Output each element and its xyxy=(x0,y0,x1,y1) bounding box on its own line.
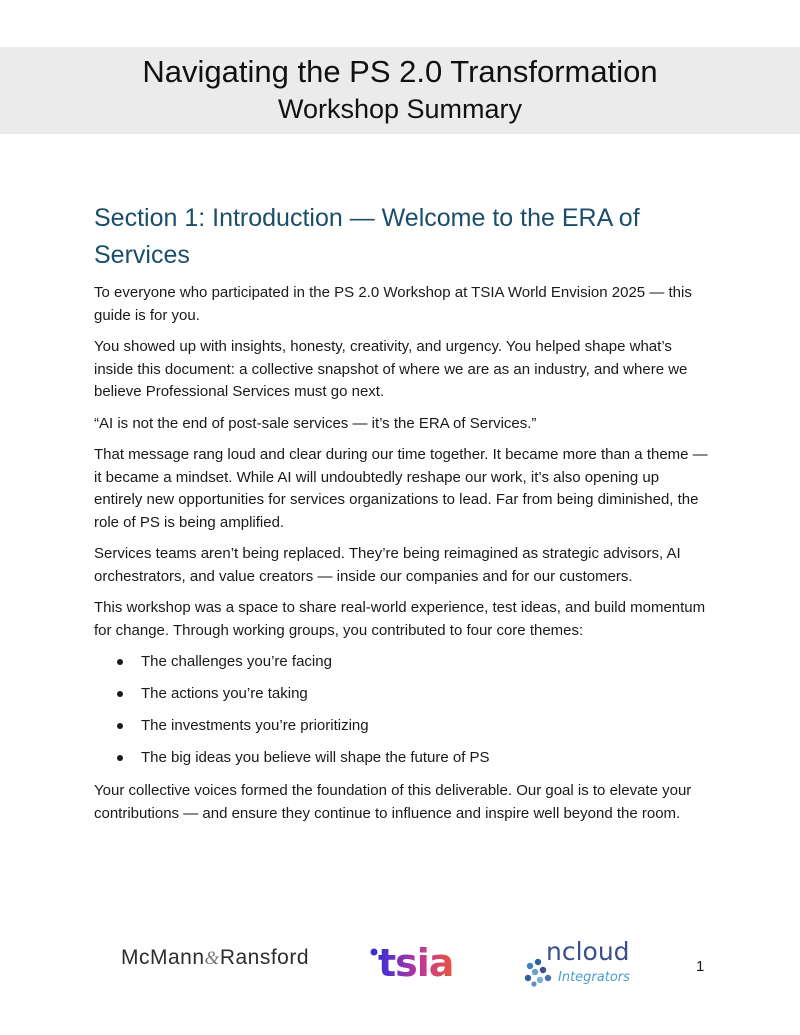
section-content xyxy=(94,200,709,834)
paragraph: That message rang loud and clear during our time together. It became more than a theme — it became a mindset. While AI will undoubtedly reshape our work, it’s also opening up entirely new opportunities for services organizations to lead. Far from being diminished, the role of PS is being amplified. xyxy=(94,446,708,531)
paragraph: Services teams aren’t being replaced. They’re being reimagined as strategic advisors, AI orchestrators, and value creators — inside our companies and for our customers. xyxy=(94,545,681,585)
list-item-text: The big ideas you believe will shape the future of PS xyxy=(141,749,490,766)
ransford-logo-text: Ransford xyxy=(219,946,310,969)
paragraph: To everyone who participated in the PS 2.0 Workshop at TSIA World Envision 2025 — this guide is for you. xyxy=(94,284,692,324)
list-item xyxy=(94,715,709,737)
document-subtitle: Workshop Summary xyxy=(277,94,523,124)
list-item-text: The investments you’re prioritizing xyxy=(141,717,369,734)
theme-list xyxy=(94,651,709,769)
section-heading xyxy=(94,200,709,274)
ampersand-glyph: & xyxy=(204,948,220,969)
title-band xyxy=(0,47,800,134)
bullet-icon xyxy=(117,691,123,697)
document-title: Navigating the PS 2.0 Transformation xyxy=(142,54,658,89)
page-number: 1 xyxy=(696,958,705,975)
bullet-icon xyxy=(117,723,123,729)
section-heading-line2: Services xyxy=(94,241,190,269)
quote-paragraph: “AI is not the end of post-sale services — it’s the ERA of Services.” xyxy=(94,414,537,432)
ncloud-logo-graphic xyxy=(522,934,642,990)
mcmann-logo-text: McMann xyxy=(121,946,205,969)
list-item-text: The challenges you’re facing xyxy=(141,653,332,670)
ncloud-logo-text: ncloud xyxy=(546,937,630,966)
mcmann-ransford-logo xyxy=(121,946,309,970)
list-item xyxy=(94,651,709,673)
tsia-logo-graphic xyxy=(370,938,480,984)
tsia-logo xyxy=(370,938,480,989)
paragraph: You showed up with insights, honesty, creativity, and urgency. You helped shape what’s inside this document: a collective snapshot of where we are as an industry, and where we believe Professional Services must go next. xyxy=(94,338,688,400)
ncloud-integrators-logo xyxy=(522,934,642,995)
list-item-text: The actions you’re taking xyxy=(141,685,308,702)
section-heading-line1: Section 1: Introduction — Welcome to the ERA of xyxy=(94,204,640,232)
list-item xyxy=(94,683,709,705)
bullet-icon xyxy=(117,659,123,665)
bullet-icon xyxy=(117,755,123,761)
integrators-logo-text: Integrators xyxy=(558,970,630,985)
tsia-logo-text: tsia xyxy=(378,941,454,984)
closing-paragraph: Your collective voices formed the foundation of this deliverable. Our goal is to elevate your contributions — and ensure they continue to influence and inspire well beyond the room. xyxy=(94,782,692,822)
paragraph: This workshop was a space to share real-world experience, test ideas, and build momentum for change. Through working groups, you contributed to four core themes: xyxy=(94,599,706,639)
list-item xyxy=(94,747,709,769)
footer xyxy=(0,930,800,990)
tsia-dot-icon xyxy=(371,949,378,956)
